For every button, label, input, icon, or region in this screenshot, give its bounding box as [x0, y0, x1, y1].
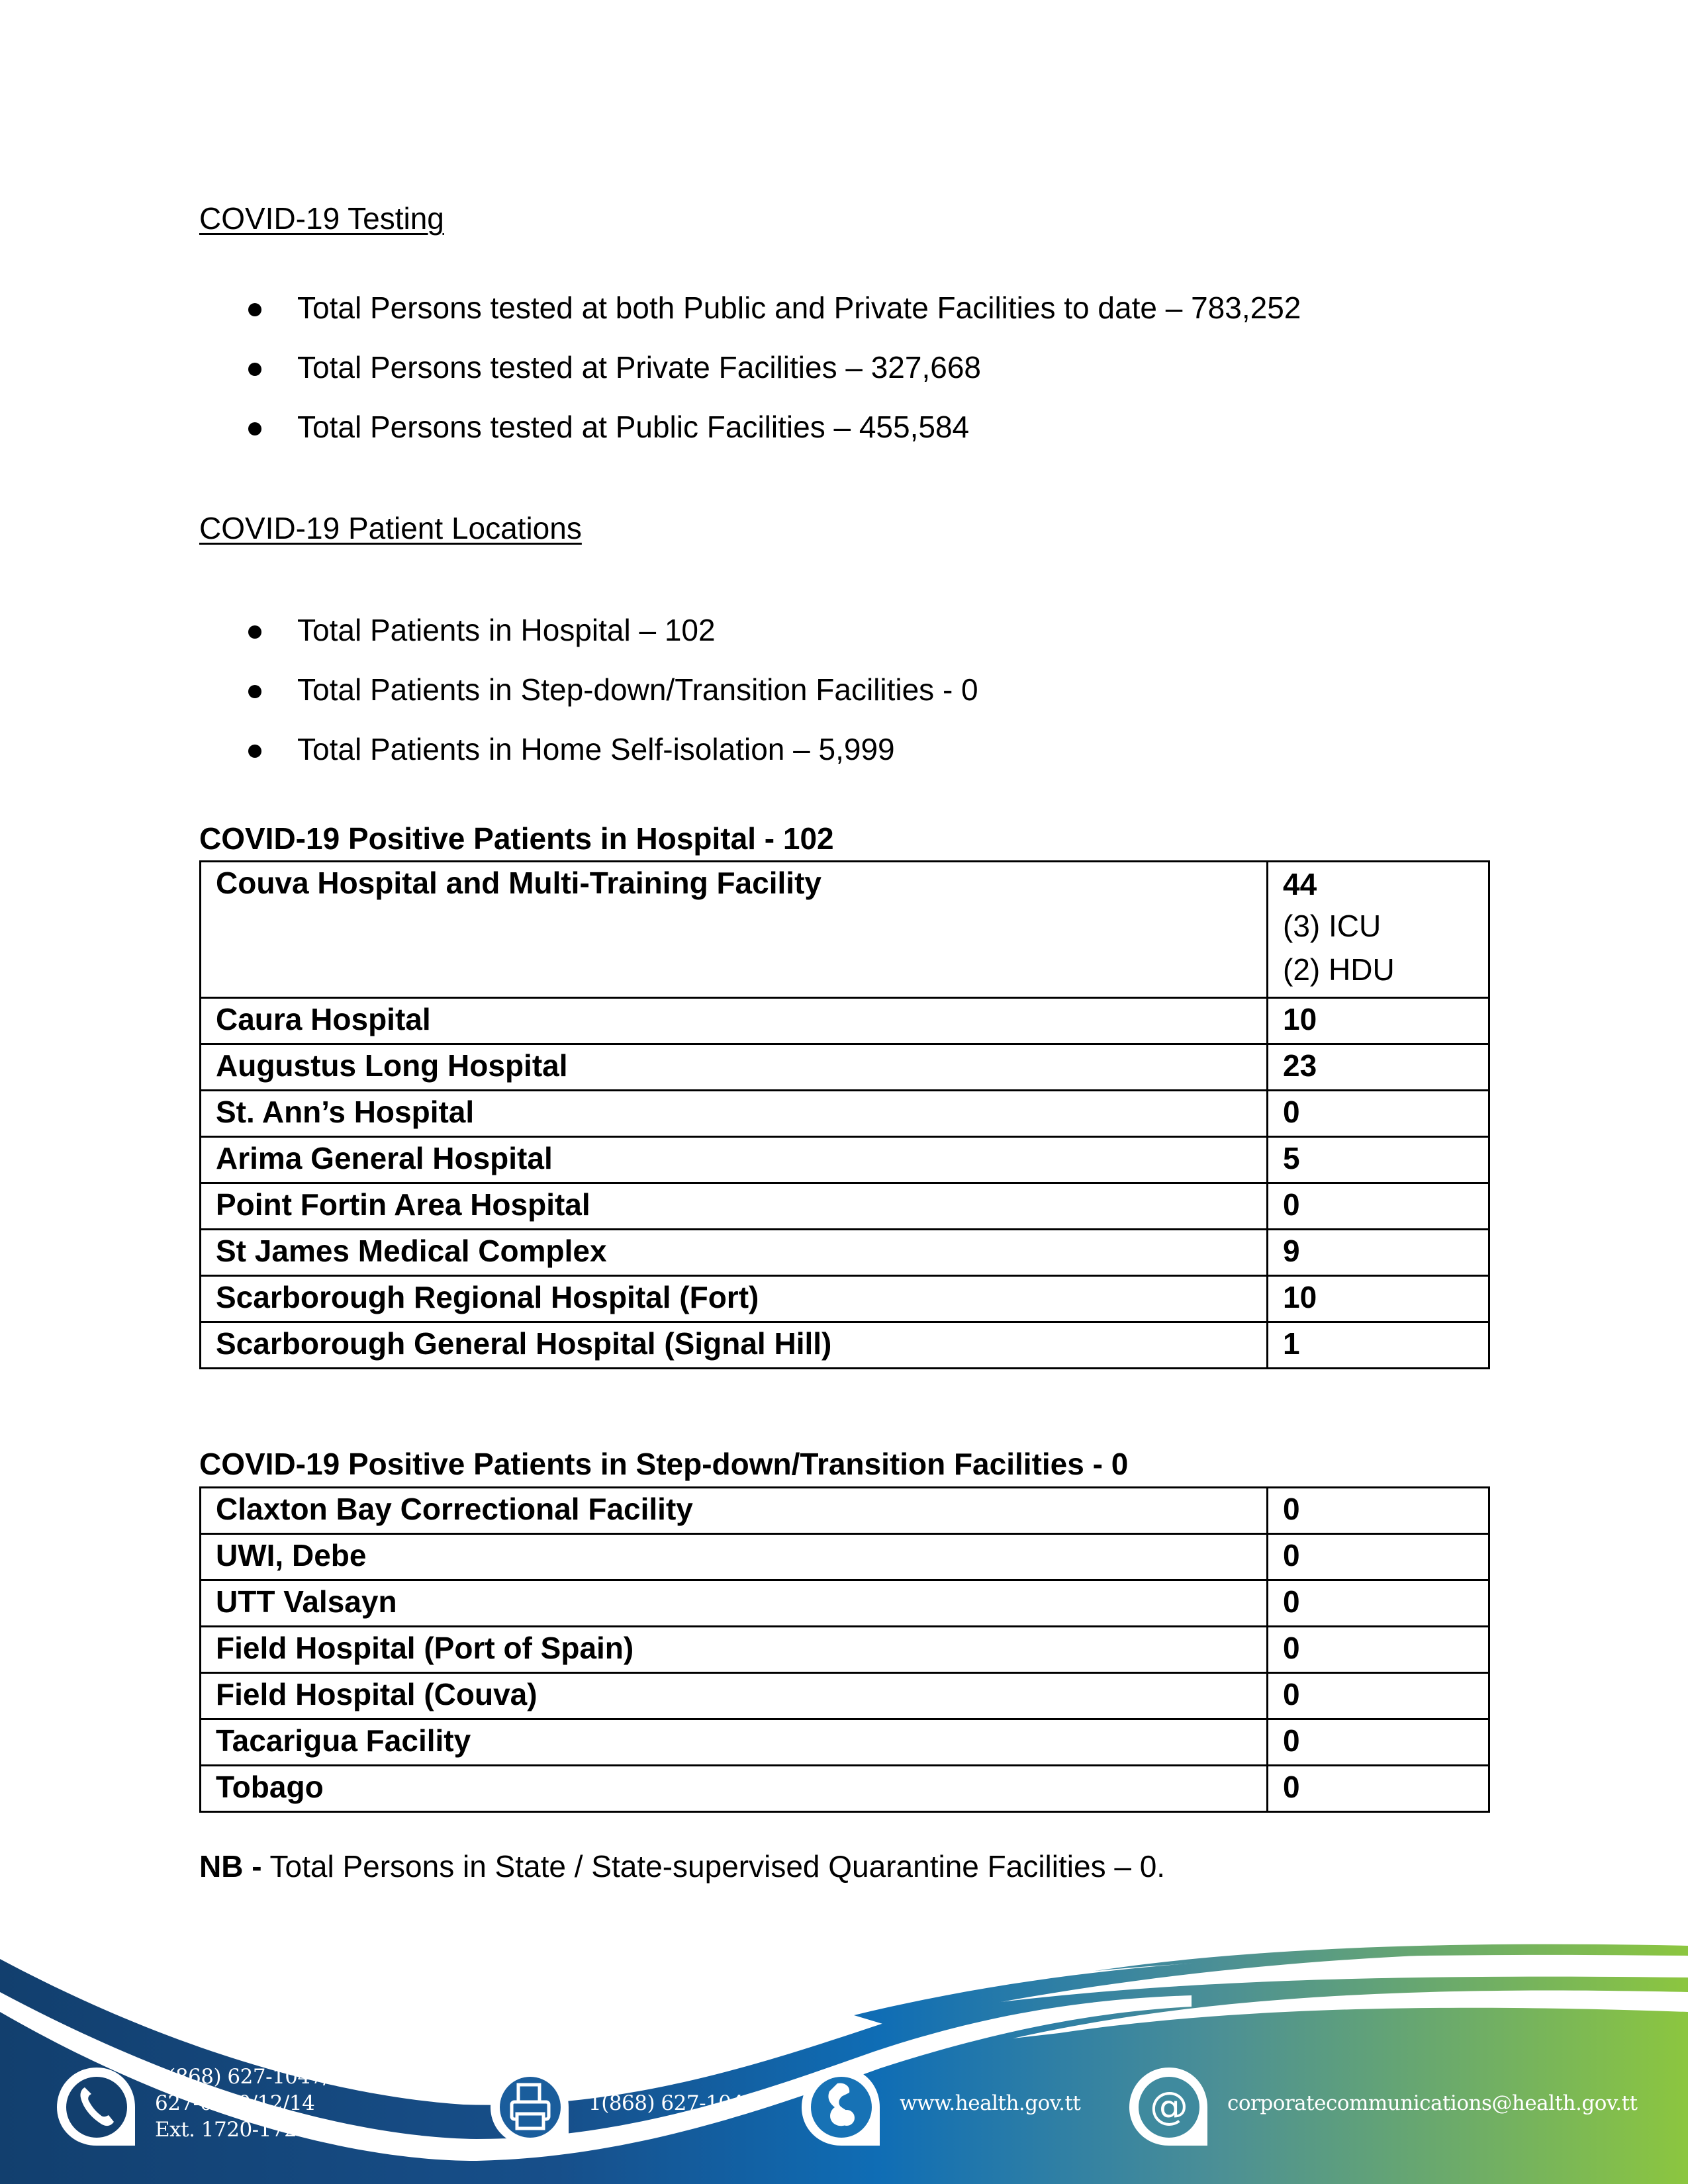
- table-row: [201, 1580, 1489, 1627]
- icu-count: (3) ICU: [1283, 909, 1382, 943]
- facility-count: 10: [1268, 1276, 1489, 1322]
- bullet-icon: [248, 422, 261, 435]
- facility-name: Scarborough Regional Hospital (Fort): [201, 1276, 1268, 1322]
- hospital-table-title: COVID-19 Positive Patients in Hospital - 102: [199, 821, 834, 856]
- facility-count: 1: [1268, 1322, 1489, 1369]
- facility-name: Tacarigua Facility: [201, 1719, 1268, 1766]
- bullet-icon: [248, 745, 261, 758]
- hospital-table: [199, 860, 1490, 1369]
- hdu-count: (2) HDU: [1283, 952, 1395, 987]
- facility-count: 5: [1268, 1137, 1489, 1183]
- facility-count: 9: [1268, 1230, 1489, 1276]
- table-row: [201, 1719, 1489, 1766]
- table-row: [201, 862, 1489, 998]
- quarantine-note: [199, 1851, 1165, 1882]
- table-row: [201, 1276, 1489, 1322]
- facility-count: 0: [1268, 1488, 1489, 1534]
- fax-icon: [487, 2064, 574, 2150]
- bullet-icon: [248, 685, 261, 698]
- facility-name: Caura Hospital: [201, 998, 1268, 1044]
- list-item-text: Total Patients in Home Self-isolation – 5,999: [297, 732, 895, 766]
- stepdown-table: [199, 1486, 1490, 1813]
- facility-name: Augustus Long Hospital: [201, 1044, 1268, 1091]
- bullet-icon: [248, 363, 261, 376]
- facility-count: 0: [1268, 1673, 1489, 1719]
- list-item: [199, 615, 978, 674]
- list-item-text: Total Persons tested at Public Facilities – 455,584: [297, 410, 970, 444]
- facility-name: Tobago: [201, 1766, 1268, 1812]
- facility-count: 0: [1268, 1766, 1489, 1812]
- testing-list: [199, 293, 1301, 471]
- list-item-text: Total Persons tested at both Public and Private Facilities to date – 783,252: [297, 291, 1301, 325]
- facility-name: Point Fortin Area Hospital: [201, 1183, 1268, 1230]
- bullet-icon: [248, 303, 261, 316]
- email-icon: [1125, 2064, 1213, 2150]
- website-link[interactable]: www.health.gov.tt: [900, 2091, 1081, 2115]
- facility-name: Arima General Hospital: [201, 1137, 1268, 1183]
- globe-icon: [798, 2064, 885, 2150]
- facility-count: 23: [1268, 1044, 1489, 1091]
- list-item: [199, 293, 1301, 352]
- table-row: [201, 1137, 1489, 1183]
- bullet-icon: [248, 625, 261, 639]
- facility-name: UTT Valsayn: [201, 1580, 1268, 1627]
- facility-count: 10: [1268, 998, 1489, 1044]
- facility-count: [1268, 862, 1489, 998]
- table-row: [201, 1091, 1489, 1137]
- svg-text:@: @: [1150, 2083, 1188, 2128]
- phone-line[interactable]: 1(868) 627-1047/ 623-8492 or: [155, 2065, 459, 2089]
- testing-heading: COVID-19 Testing: [199, 201, 444, 236]
- contact-email: [1125, 2064, 1637, 2150]
- note-text: Total Persons in State / State-supervised Quarantine Facilities – 0.: [261, 1849, 1166, 1884]
- list-item-text: Total Patients in Step-down/Transition Facilities - 0: [297, 672, 978, 707]
- table-row: [201, 1673, 1489, 1719]
- table-row: [201, 1322, 1489, 1369]
- table-row: [201, 998, 1489, 1044]
- facility-name: Field Hospital (Couva): [201, 1673, 1268, 1719]
- list-item: [199, 412, 1301, 471]
- count-value: 44: [1283, 867, 1317, 901]
- facility-name: St James Medical Complex: [201, 1230, 1268, 1276]
- note-prefix: NB -: [199, 1849, 262, 1884]
- phone-numbers: [155, 2064, 459, 2143]
- facility-count: 0: [1268, 1719, 1489, 1766]
- contact-website: [798, 2064, 1080, 2150]
- table-row: [201, 1766, 1489, 1812]
- facility-count: 0: [1268, 1580, 1489, 1627]
- table-row: [201, 1627, 1489, 1673]
- facility-name: Couva Hospital and Multi-Training Facility: [201, 862, 1268, 998]
- table-row: [201, 1230, 1489, 1276]
- list-item: [199, 674, 978, 734]
- facility-name: Field Hospital (Port of Spain): [201, 1627, 1268, 1673]
- table-row: [201, 1044, 1489, 1091]
- facility-name: Scarborough General Hospital (Signal Hill): [201, 1322, 1268, 1369]
- table-row: [201, 1534, 1489, 1580]
- locations-list: [199, 615, 978, 794]
- facility-name: St. Ann’s Hospital: [201, 1091, 1268, 1137]
- facility-count: 0: [1268, 1627, 1489, 1673]
- facility-count: 0: [1268, 1183, 1489, 1230]
- phone-line[interactable]: 627-0010/12/14: [155, 2091, 315, 2115]
- table-row: [201, 1183, 1489, 1230]
- list-item-text: Total Patients in Hospital – 102: [297, 613, 716, 647]
- locations-heading: COVID-19 Patient Locations: [199, 511, 582, 545]
- facility-name: UWI, Debe: [201, 1534, 1268, 1580]
- phone-extension: Ext. 1720-1725: [155, 2118, 310, 2142]
- table-row: [201, 1488, 1489, 1534]
- footer-banner: [0, 1893, 1688, 2184]
- phone-icon: [53, 2064, 140, 2150]
- list-item: [199, 734, 978, 794]
- contact-phone: [53, 2064, 459, 2150]
- facility-count: 0: [1268, 1091, 1489, 1137]
- stepdown-table-title: COVID-19 Positive Patients in Step-down/Transition Facilities - 0: [199, 1447, 1129, 1481]
- facility-count: 0: [1268, 1534, 1489, 1580]
- contact-fax: [487, 2064, 757, 2150]
- list-item: [199, 352, 1301, 412]
- fax-number[interactable]: 1(868) 627-1047: [588, 2091, 757, 2115]
- facility-name: Claxton Bay Correctional Facility: [201, 1488, 1268, 1534]
- email-link[interactable]: corporatecommunications@health.gov.tt: [1227, 2091, 1638, 2115]
- list-item-text: Total Persons tested at Private Facilities – 327,668: [297, 350, 982, 385]
